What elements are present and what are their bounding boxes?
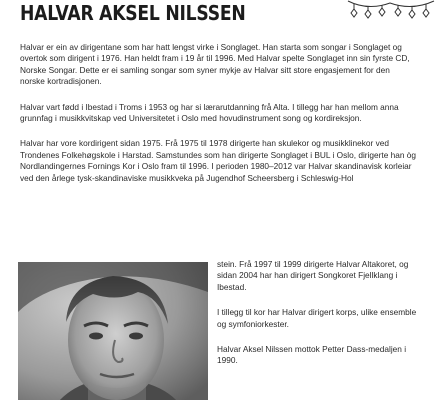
- wrapped-text-column: [217, 259, 417, 367]
- diamond-garland-icon: [346, 0, 436, 24]
- article-body: [20, 42, 416, 184]
- paragraph-biography: Halvar vart fødd i Ibestad i Troms i 1953 og har si lærarutdanning frå Alta. I tillegg har han mellom anna grunnfag i musikkvitskap ved Universitetet i Oslo med hovudinstrument song og kordireksjon.: [20, 101, 399, 124]
- paragraph-career: Halvar har vore kordirigent sidan 1975. Frå 1975 til 1978 dirigerte han skulekor og musikklinekor ved Trondenes Folkehøgskole i Harstad. Samstundes som han dirigerte Songlaget i BUL i Oslo, dirigerte han òg Nordlandingernes Fornings Kor i Oslo fram til 1996. I perioden 1980–2012 var Halvar skandinavisk korleiar ved den årlege tysk-skandinaviske musikkveka på Jugendhof Scheersberg i Schleswig-Hol: [20, 138, 416, 183]
- paragraph-ensembles: I tillegg til kor har Halvar dirigert korps, ulike ensemble og symfoniorkester.: [217, 307, 417, 329]
- paragraph-intro: Halvar er ein av dirigentane som har hatt lengst virke i Songlaget. Han starta som songar i Songlaget og overtok som dirigent i 1976. Han heldt fram i 19 år til 1996. Med Halvar spelte Songlaget inn sin fyrste CD, Norske Songar. Dette er ei samling songar som syner mykje av Halvar sitt store engasjement for den norske kortradisjonen.: [20, 42, 410, 87]
- paragraph-award: Halvar Aksel Nilssen mottok Petter Dass-medaljen i 1990.: [217, 344, 407, 366]
- paragraph-career-continued: stein. Frå 1997 til 1999 dirigerte Halvar Altakoret, og sidan 2004 har han dirigert Songkoret Fjellklang i Ibestad.: [217, 259, 409, 292]
- portrait-photo: [18, 262, 208, 400]
- page-title: HALVAR AKSEL NILSSEN: [20, 1, 246, 25]
- portrait-illustration: [18, 262, 208, 400]
